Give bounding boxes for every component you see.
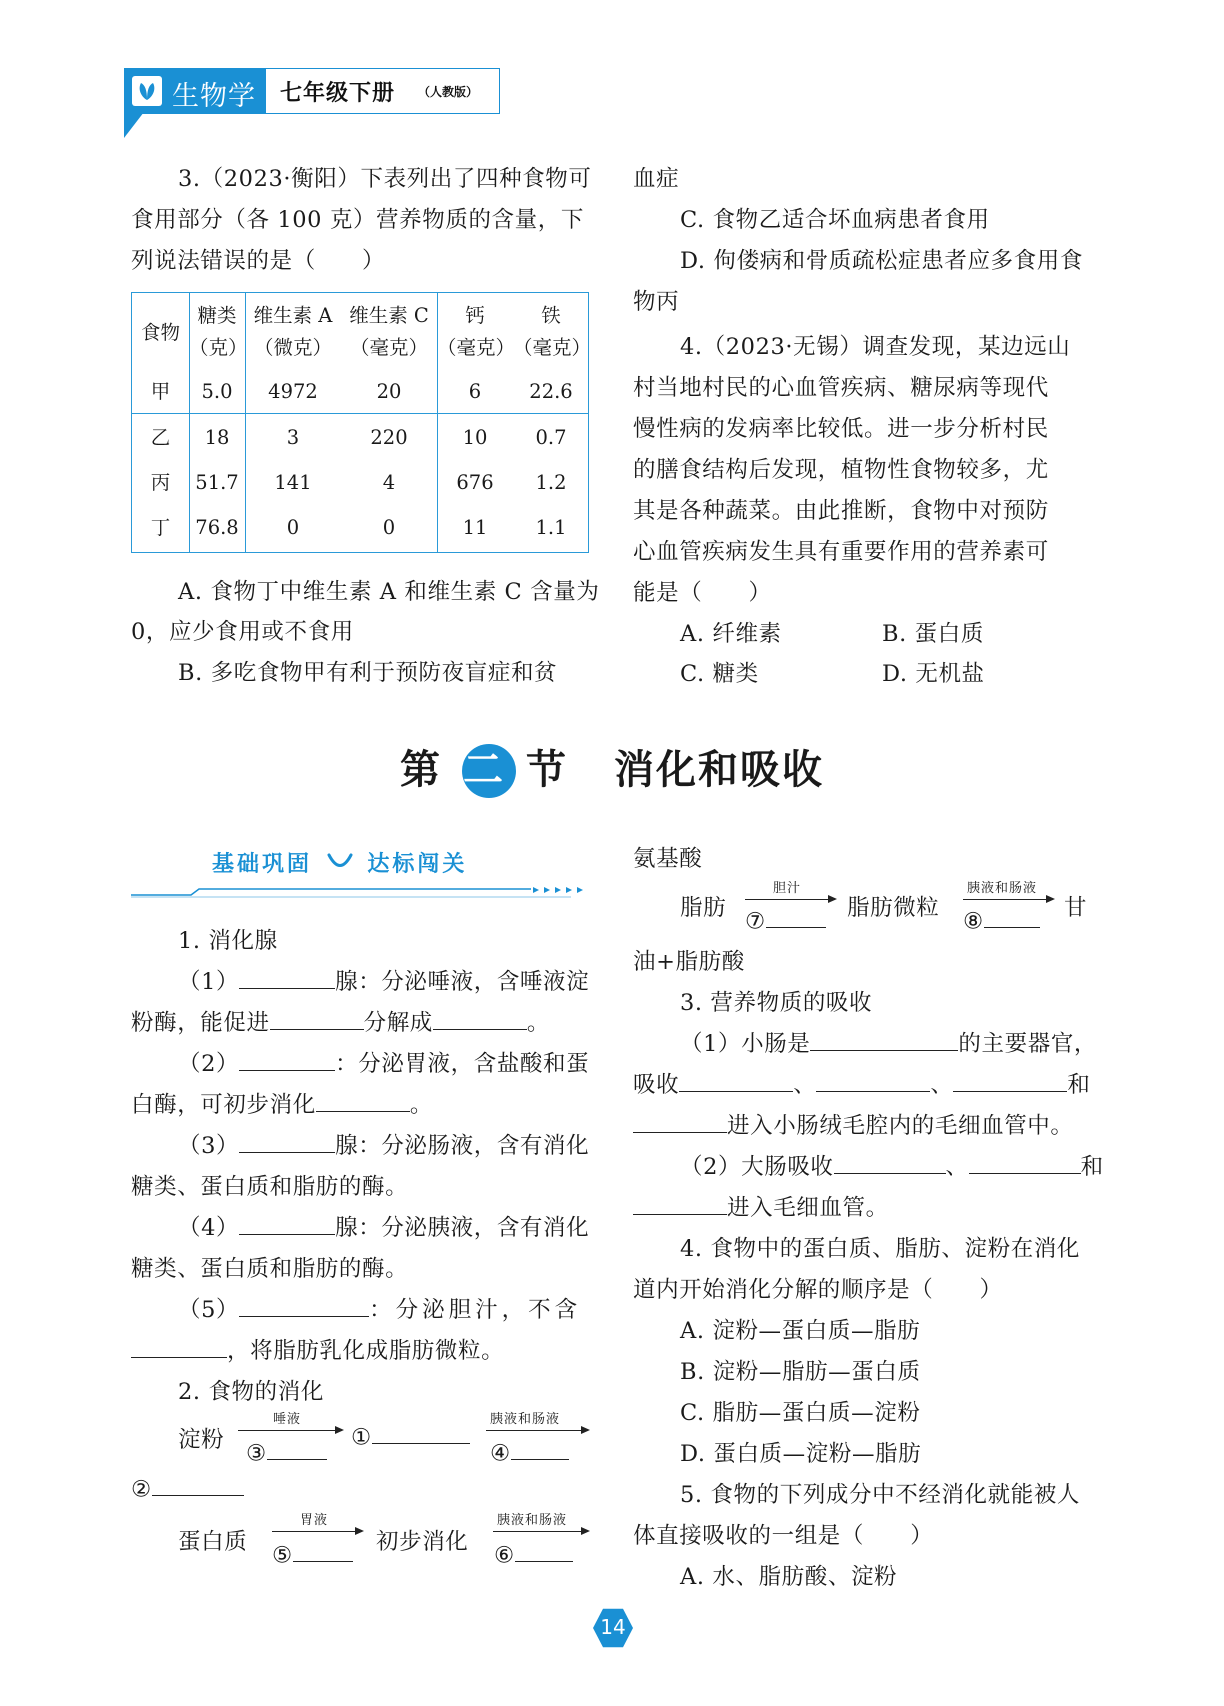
blank[interactable] [239, 1131, 335, 1153]
blank[interactable] [969, 1152, 1081, 1174]
q5-option-a: A. 水、脂肪酸、淀粉 [680, 1564, 898, 1590]
q4-line: 能是（ ） [633, 580, 772, 606]
table-cell: 1.1 [535, 516, 567, 539]
page-number: 14 [600, 1615, 626, 1639]
section-name: 消化和吸收 [614, 747, 824, 793]
gland-item-1-cont: 粉酶，能促进 分解成 。 [131, 1005, 550, 1037]
nutrition-table [131, 292, 592, 553]
glycerol-start: 甘 [1064, 895, 1088, 921]
arrow-icon [238, 1430, 342, 1431]
header-subject: 生物学 [172, 81, 256, 112]
leaf-book-icon [132, 76, 162, 106]
blank-6: ⑥ [494, 1540, 573, 1568]
blank[interactable] [433, 1008, 527, 1030]
banner-underline [131, 884, 589, 896]
table-cell: 丁 [150, 516, 171, 539]
absorption-item-1-cont: 吸收 、 、 和 [633, 1067, 1091, 1099]
blank[interactable] [834, 1152, 946, 1174]
table-header-vitamin-a-unit: （微克） [253, 336, 332, 359]
table-cell: 4972 [268, 380, 318, 403]
table-cell: 141 [274, 471, 312, 494]
blank[interactable] [633, 1193, 727, 1215]
table-cell: 6 [468, 380, 482, 403]
q4-line: 4.（2023·无锡）调查发现，某边远山 [680, 334, 1071, 360]
blank[interactable] [679, 1070, 793, 1092]
glycerol-fatty-acid: 油+脂肪酸 [633, 949, 745, 975]
table-header-sugar: 糖类 [197, 304, 237, 327]
pancreatic-intestinal-juice-label: 胰液和肠液 [490, 1412, 561, 1427]
blank-3: ③ [246, 1438, 327, 1466]
table-cell: 220 [370, 426, 408, 449]
q4b-option-b: B. 淀粉—脂肪—蛋白质 [680, 1359, 921, 1385]
pancreatic-intestinal-juice-label: 胰液和肠液 [967, 881, 1038, 896]
blank-7: ⑦ [745, 906, 826, 934]
arrow-icon [745, 899, 835, 900]
q3-line1: 3.（2023·衡阳）下表列出了四种食物可 [178, 166, 592, 192]
absorption-item-1-end: 进入小肠绒毛腔内的毛细血管中。 [633, 1108, 1074, 1140]
q4-line: 心血管疾病发生具有重要作用的营养素可 [633, 539, 1049, 565]
blank[interactable] [633, 1111, 727, 1133]
table-header-calcium: 钙 [465, 304, 485, 327]
header-edition: （人教版） [418, 85, 479, 99]
blank-2: ② [131, 1474, 244, 1502]
table-cell: 20 [376, 380, 402, 403]
q3-option-d-cont: 物丙 [633, 289, 680, 315]
fat-particle-label: 脂肪微粒 [847, 895, 940, 921]
table-cell: 丙 [150, 471, 171, 494]
blank-4: ④ [490, 1438, 569, 1466]
q4-option-c: C. 糖类 [680, 661, 759, 687]
table-header-iron: 铁 [541, 304, 561, 327]
q3-option-c: C. 食物乙适合坏血病患者食用 [680, 207, 990, 233]
table-cell: 22.6 [529, 380, 573, 403]
q4-option-d: D. 无机盐 [882, 661, 985, 687]
q4b-line1: 4. 食物中的蛋白质、脂肪、淀粉在消化 [680, 1236, 1081, 1262]
table-header-iron-unit: （毫克） [513, 336, 592, 359]
table-header-sugar-unit: （克） [189, 336, 248, 359]
gland-item-5: （5） ：分泌胆汁，不含 [178, 1292, 581, 1324]
arrow-icon [486, 1430, 588, 1431]
table-header-vitamin-c: 维生素 C [349, 304, 429, 327]
table-cell: 676 [456, 471, 494, 494]
table-divider [132, 413, 588, 414]
q4-line: 的膳食结构后发现，植物性食物较多，尤 [633, 457, 1049, 483]
gland-item-4-cont: 糖类、蛋白质和脂肪的酶。 [131, 1256, 409, 1282]
header-corner-tab [124, 112, 144, 138]
protein-label: 蛋白质 [178, 1529, 248, 1555]
gland-item-2-cont: 白酶，可初步消化 。 [131, 1087, 433, 1119]
q4-option-a: A. 纤维素 [680, 621, 782, 647]
absorption-item-1: （1）小肠是 的主要器官， [680, 1026, 1097, 1058]
absorption-item-2-cont: 进入毛细血管。 [633, 1190, 889, 1222]
q4-line: 其是各种蔬菜。由此推断，食物中对预防 [633, 498, 1049, 524]
gland-item-3-cont: 糖类、蛋白质和脂肪的酶。 [131, 1174, 409, 1200]
starch-label: 淀粉 [178, 1427, 225, 1453]
blank-5: ⑤ [272, 1540, 353, 1568]
saliva-label: 唾液 [273, 1412, 302, 1427]
gland-item-1: （1） 腺：分泌唾液，含唾液淀 [178, 964, 589, 996]
table-cell: 0.7 [535, 426, 567, 449]
q4b-option-c: C. 脂肪—蛋白质—淀粉 [680, 1400, 921, 1426]
banner-right: 达标闯关 [367, 852, 468, 877]
table-header-vitamin-c-unit: （毫克） [349, 336, 428, 359]
heading-digestive-glands: 1. 消化腺 [178, 928, 278, 954]
section-prefix: 第 [400, 747, 442, 793]
table-cell: 甲 [150, 380, 171, 403]
gland-item-2: （2） ：分泌胃液，含盐酸和蛋 [178, 1046, 589, 1078]
q3-option-b: B. 多吃食物甲有利于预防夜盲症和贫 [178, 660, 558, 686]
q3-option-a: A. 食物丁中维生素 A 和维生素 C 含量为 [178, 579, 600, 605]
table-cell: 3 [286, 426, 300, 449]
q4b-line2: 道内开始消化分解的顺序是（ ） [633, 1277, 1003, 1303]
table-cell: 0 [382, 516, 396, 539]
q3-option-a-cont: 0，应少食用或不食用 [131, 619, 354, 645]
blank-8: ⑧ [963, 906, 1040, 934]
table-cell: 18 [204, 426, 230, 449]
q4b-option-a: A. 淀粉—蛋白质—脂肪 [680, 1318, 921, 1344]
blank[interactable] [810, 1029, 958, 1051]
q4-option-b: B. 蛋白质 [882, 621, 984, 647]
blank[interactable] [239, 967, 335, 989]
banner-left: 基础巩固 [212, 852, 313, 877]
fat-label: 脂肪 [680, 895, 727, 921]
gland-item-4: （4） 腺：分泌胰液，含有消化 [178, 1210, 589, 1242]
bile-label: 胆汁 [773, 881, 802, 896]
section-number: 二 [463, 747, 505, 793]
header-grade: 七年级下册 [280, 81, 396, 106]
q5-line1: 5. 食物的下列成分中不经消化就能被人 [680, 1482, 1081, 1508]
smile-icon [323, 850, 357, 880]
amino-acid-text: 氨基酸 [633, 846, 703, 872]
q4-line: 村当地村民的心血管疾病、糖尿病等现代 [633, 375, 1049, 401]
heading-food-digestion: 2. 食物的消化 [178, 1379, 324, 1405]
banner-label [212, 847, 467, 880]
initial-digestion-label: 初步消化 [376, 1529, 469, 1555]
table-cell: 5.0 [201, 380, 233, 403]
blank[interactable] [239, 1049, 335, 1071]
q3-option-d: D. 佝偻病和骨质疏松症患者应多食用食 [680, 248, 1083, 274]
arrow-icon [272, 1531, 362, 1532]
table-header-calcium-unit: （毫克） [437, 336, 516, 359]
table-cell: 1.2 [535, 471, 567, 494]
table-header-vitamin-a: 维生素 A [253, 304, 333, 327]
table-header-food: 食物 [140, 321, 180, 344]
table-cell: 乙 [150, 426, 171, 449]
q3-line2: 食用部分（各 100 克）营养物质的含量，下 [131, 207, 584, 233]
blank[interactable] [239, 1213, 335, 1235]
table-cell: 11 [462, 516, 488, 539]
gland-item-5-cont: ，将脂肪乳化成脂肪微粒。 [131, 1333, 504, 1365]
section-suffix: 节 [526, 747, 568, 793]
blank[interactable] [953, 1070, 1067, 1092]
q3-option-b-cont: 血症 [633, 166, 680, 192]
q4b-option-d: D. 蛋白质—淀粉—脂肪 [680, 1441, 922, 1467]
gland-item-3: （3） 腺：分泌肠液，含有消化 [178, 1128, 589, 1160]
absorption-item-2: （2）大肠吸收 、 和 [680, 1149, 1104, 1181]
q5-line2: 体直接吸收的一组是（ ） [633, 1523, 934, 1549]
section-title [400, 738, 824, 795]
table-cell: 51.7 [195, 471, 239, 494]
table-cell: 76.8 [195, 516, 239, 539]
blank[interactable] [816, 1070, 930, 1092]
table-cell: 4 [382, 471, 396, 494]
blank[interactable] [316, 1090, 410, 1112]
table-cell: 0 [286, 516, 300, 539]
blank[interactable] [239, 1295, 369, 1317]
table-cell: 10 [462, 426, 488, 449]
blank[interactable] [270, 1008, 364, 1030]
gastric-juice-label: 胃液 [300, 1513, 329, 1528]
arrow-icon [493, 1531, 588, 1532]
blank[interactable] [131, 1336, 227, 1358]
blank-1: ① [351, 1422, 470, 1450]
heading-absorption: 3. 营养物质的吸收 [680, 990, 873, 1016]
q3-line3: 列说法错误的是（ ） [131, 248, 386, 274]
pancreatic-intestinal-juice-label: 胰液和肠液 [497, 1513, 568, 1528]
q4-line: 慢性病的发病率比较低。进一步分析村民 [633, 416, 1049, 442]
arrow-icon [963, 899, 1053, 900]
